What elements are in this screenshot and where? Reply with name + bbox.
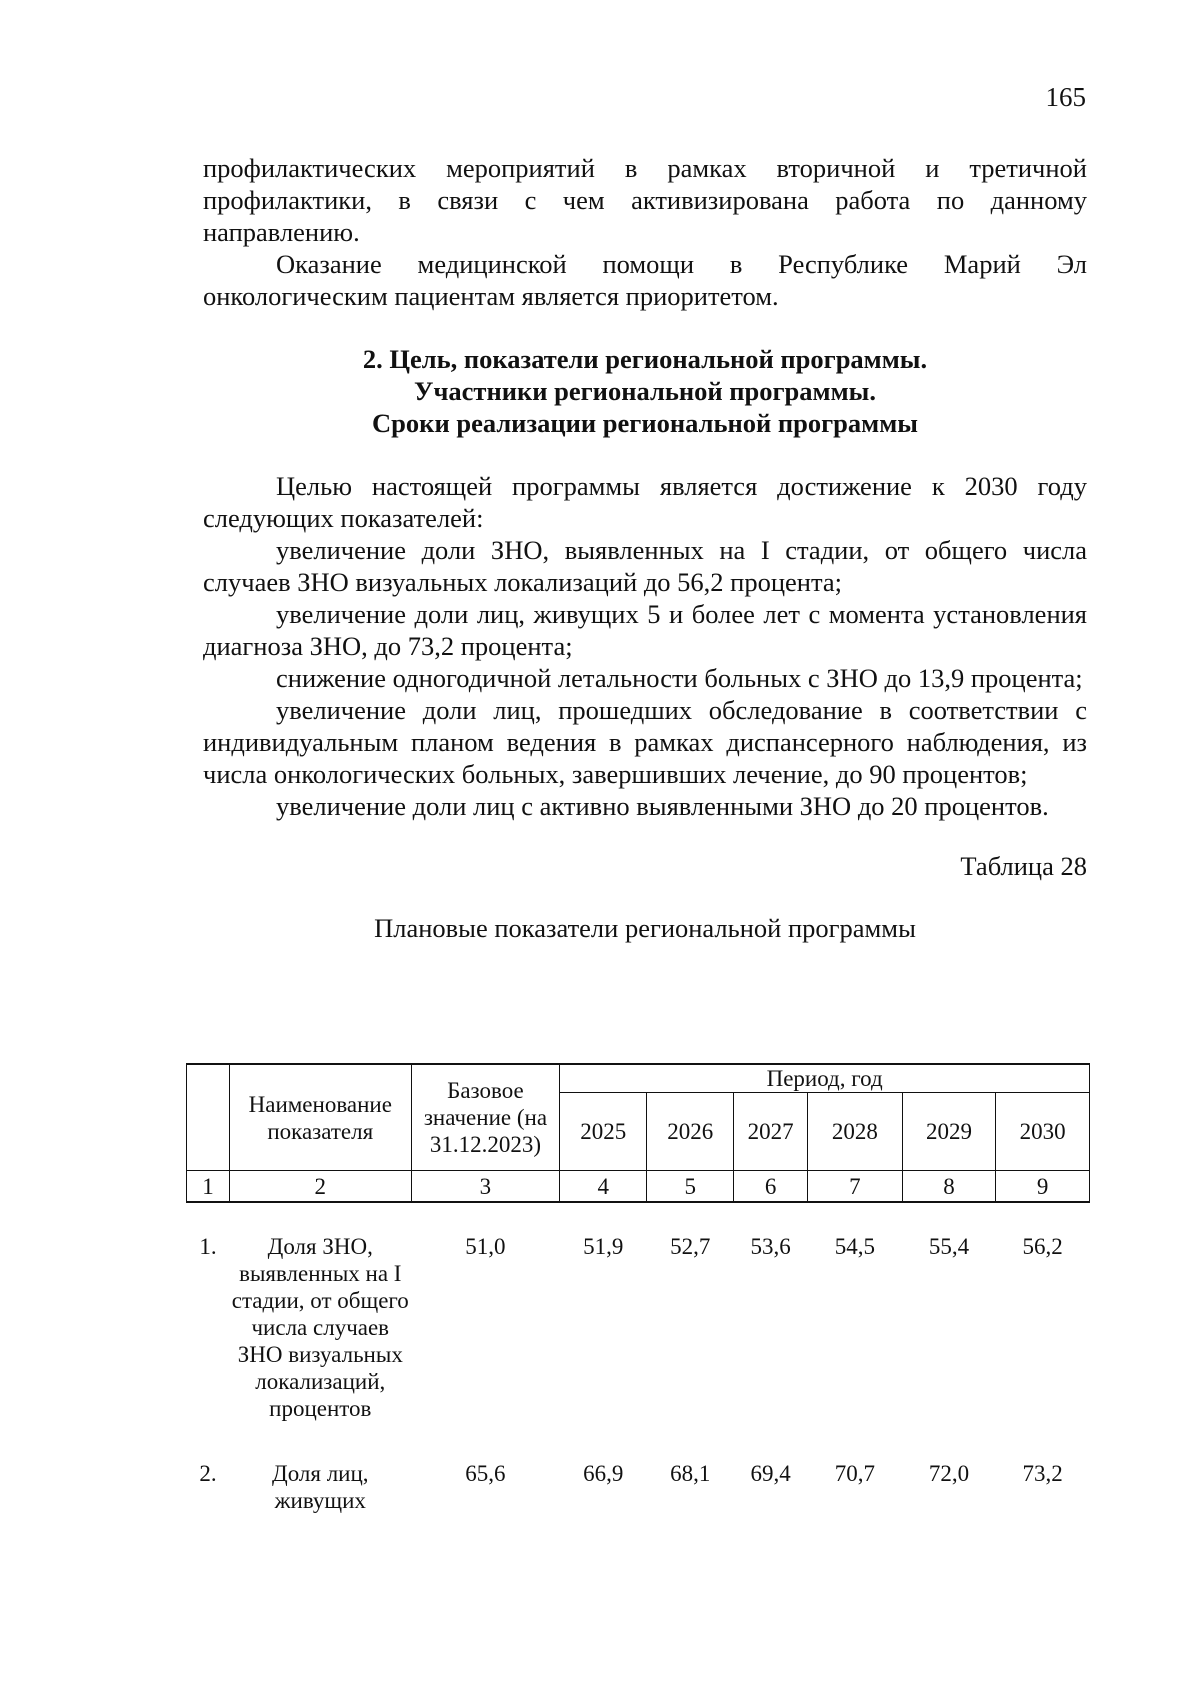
goal-paragraph: Целью настоящей программы является достижение к 2030 году следующих показателей: xyxy=(203,471,1087,533)
column-number: 3 xyxy=(411,1171,560,1203)
header-year: 2029 xyxy=(902,1093,996,1171)
row-name: Доля лиц, живущих xyxy=(272,1461,369,1513)
column-number: 1 xyxy=(187,1171,230,1203)
header-year: 2026 xyxy=(647,1093,734,1171)
row-base-value: 51,0 xyxy=(465,1234,506,1259)
header-index xyxy=(187,1064,230,1171)
table-title: Плановые показатели региональной программы xyxy=(374,913,916,943)
row-value: 51,9 xyxy=(583,1234,624,1259)
table-row xyxy=(187,1422,1090,1514)
row-name: Доля ЗНО, выявленных на I стадии, от общего числа случаев ЗНО визуальных локализаций, процентов xyxy=(231,1234,409,1421)
row-value: 52,7 xyxy=(670,1234,711,1259)
paragraph: профилактических мероприятий в рамках вторичной и третичной профилактики, в связи с чем активизирована работа по данному направлению. xyxy=(203,153,1087,247)
header-year: 2027 xyxy=(734,1093,808,1171)
goal-item: увеличение доли ЗНО, выявленных на I стадии, от общего числа случаев ЗНО визуальных локализаций до 56,2 процента; xyxy=(203,535,1087,597)
indicators-table xyxy=(186,1063,1090,1514)
row-value: 56,2 xyxy=(1022,1234,1063,1259)
goal-item: увеличение доли лиц с активно выявленными ЗНО до 20 процентов. xyxy=(276,791,1049,821)
page-number: 165 xyxy=(1045,82,1086,112)
row-value: 70,7 xyxy=(834,1461,875,1486)
table-row xyxy=(187,1202,1090,1422)
header-year: 2030 xyxy=(996,1093,1090,1171)
goal-item: увеличение доли лиц, живущих 5 и более лет с момента установления диагноза ЗНО, до 73,2 процента; xyxy=(203,599,1087,661)
paragraph: Оказание медицинской помощи в Республике Марий Эл онкологическим пациентам является приоритетом. xyxy=(203,249,1087,311)
row-value: 66,9 xyxy=(583,1461,624,1486)
row-index: 2. xyxy=(199,1461,217,1486)
column-number: 5 xyxy=(647,1171,734,1203)
row-value: 68,1 xyxy=(670,1461,711,1486)
row-value: 72,0 xyxy=(928,1461,970,1486)
header-base: Базовое значение (на 31.12.2023) xyxy=(411,1064,560,1171)
goal-item: увеличение доли лиц, прошедших обследование в соответствии с индивидуальным планом ведения в рамках диспансерного наблюдения, из числа онкологических больных, завершивших лечение, до 90 процентов; xyxy=(203,695,1087,789)
column-number: 6 xyxy=(734,1171,808,1203)
header-name: Наименование показателя xyxy=(229,1064,411,1171)
column-number: 7 xyxy=(807,1171,902,1203)
column-number: 2 xyxy=(229,1171,411,1203)
header-year: 2025 xyxy=(560,1093,647,1171)
row-base-value: 65,6 xyxy=(465,1461,506,1486)
row-value: 73,2 xyxy=(1022,1461,1063,1486)
goal-item: снижение одногодичной летальности больных с ЗНО до 13,9 процента; xyxy=(276,663,1083,693)
document-body xyxy=(203,152,1087,944)
section-heading-line: 2. Цель, показатели региональной программы. xyxy=(362,344,928,374)
row-value: 69,4 xyxy=(750,1461,791,1486)
section-heading-line: Участники региональной программы. xyxy=(414,376,876,406)
header-period: Период, год xyxy=(560,1064,1090,1093)
row-value: 55,4 xyxy=(928,1234,970,1259)
table-label: Таблица 28 xyxy=(960,851,1087,881)
row-value: 53,6 xyxy=(750,1234,791,1259)
header-year: 2028 xyxy=(807,1093,902,1171)
column-number: 9 xyxy=(996,1171,1090,1203)
column-number: 8 xyxy=(902,1171,996,1203)
row-index: 1. xyxy=(199,1234,217,1259)
column-number: 4 xyxy=(560,1171,647,1203)
section-heading-line: Сроки реализации региональной программы xyxy=(372,408,918,438)
row-value: 54,5 xyxy=(834,1234,875,1259)
